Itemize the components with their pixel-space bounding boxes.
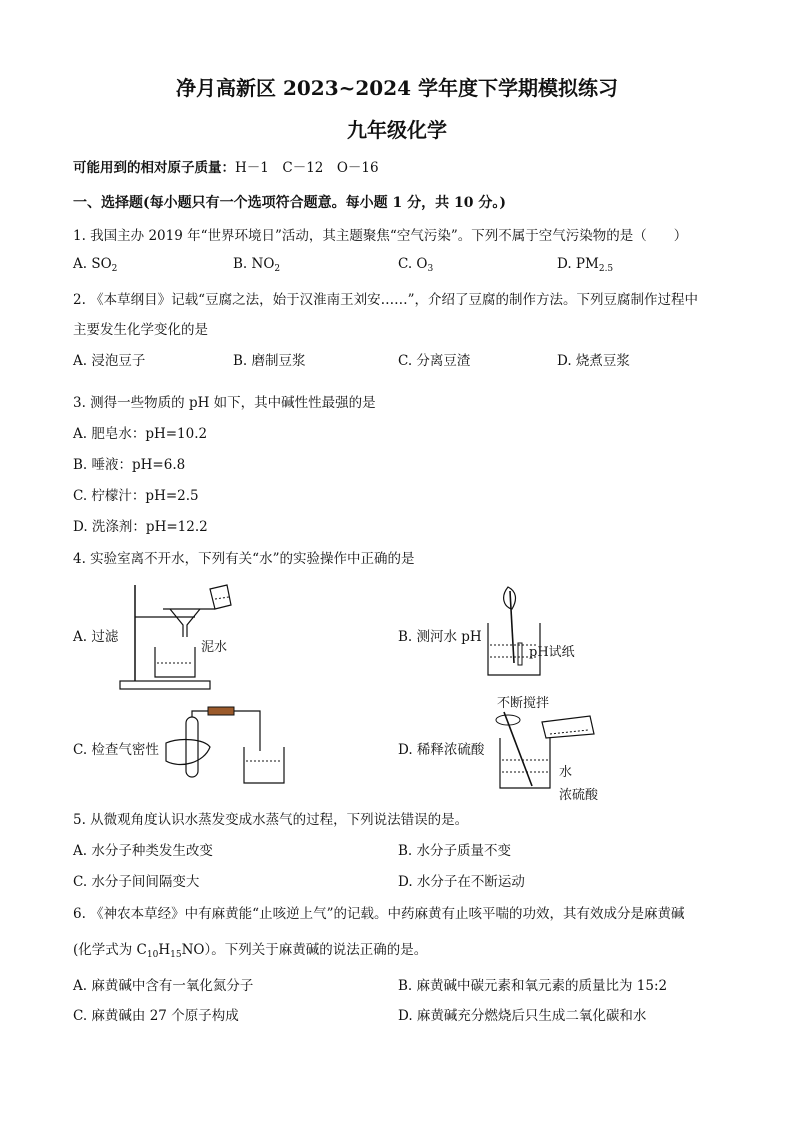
exam-subtitle: 九年级化学 (347, 118, 447, 142)
q1-option-a: A. $SO_2$ (73, 256, 118, 274)
q3-option-a: A. 肥皂水：pH=10.2 (73, 426, 208, 442)
q6-stem-line2: (化学式为 $C_{10}H_{15}NO$）。下列关于麻黄碱的说法正确的是。 (73, 942, 428, 960)
water-label: 水 (559, 765, 573, 780)
q1-stem: 1. 我国主办 2019 年“世界环境日”活动，其主题聚焦“空气污染”。下列不属于空气污染物的是（ ） (73, 228, 688, 244)
q3-option-c: C. 柠檬汁：pH=2.5 (73, 488, 199, 504)
q2-option-d: D. 烧煮豆浆 (557, 353, 630, 369)
q6-option-b: B. 麻黄碱中碳元素和氧元素的质量比为 15:2 (398, 978, 668, 994)
q5-option-b: B. 水分子质量不变 (398, 843, 512, 859)
section-heading: 一、选择题(每小题只有一个选项符合题意。每小题 1 分，共 10 分。) (73, 195, 506, 211)
q5-stem: 5. 从微观角度认识水蒸发变成水蒸气的过程，下列说法错误的是。 (73, 812, 469, 828)
ph-paper-label: pH试纸 (529, 645, 575, 660)
q6-option-a: A. 麻黄碱中含有一氧化氮分子 (73, 978, 254, 994)
atomic-mass-label: 可能用到的相对原子质量： (73, 160, 235, 176)
q4-stem: 4. 实验室离不开水，下列有关“水”的实验操作中正确的是 (73, 551, 415, 567)
q1-option-c: C. $O_3$ (398, 256, 434, 274)
q5-option-d: D. 水分子在不断运动 (398, 874, 525, 890)
atomic-mass-line (73, 156, 379, 176)
dilute-sulfuric-acid-figure (490, 698, 610, 793)
q2-option-c: C. 分离豆渣 (398, 353, 471, 369)
q1-option-d: D. $PM_{2.5}$ (557, 256, 614, 274)
q5-option-c: C. 水分子间间隔变大 (73, 874, 200, 890)
q3-option-d: D. 洗涤剂：pH=12.2 (73, 519, 208, 535)
q3-option-b: B. 唾液：pH=6.8 (73, 457, 186, 473)
q2-option-b: B. 磨制豆浆 (233, 353, 306, 369)
exam-title: 净月高新区 2023~2024 学年度下学期模拟练习 (175, 76, 618, 100)
atomic-mass-values: H－1 C－12 O－16 (235, 160, 379, 176)
q6-option-d: D. 麻黄碱充分燃烧后只生成二氧化碳和水 (398, 1008, 647, 1024)
filtration-label: 泥水 (201, 640, 228, 655)
q4-option-d: D. 稀释浓硫酸 (398, 742, 485, 758)
q6-stem-line1: 6. 《神农本草经》中有麻黄能“止咳逆上气”的记载。中药麻黄有止咳平喘的功效，其有效成分是麻黄碱 (73, 906, 685, 922)
q5-option-a: A. 水分子种类发生改变 (73, 843, 213, 859)
stir-label: 不断搅拌 (497, 696, 550, 711)
q2-stem-line1: 2. 《本草纲目》记载“豆腐之法，始于汉淮南王刘安……”，介绍了豆腐的制作方法。下列豆腐制作过程中 (73, 292, 698, 308)
q1-option-b: B. $NO_2$ (233, 256, 281, 274)
airtightness-figure (160, 703, 290, 788)
acid-label: 浓硫酸 (559, 788, 599, 803)
q6-option-c: C. 麻黄碱由 27 个原子构成 (73, 1008, 239, 1024)
q3-stem: 3. 测得一些物质的 pH 如下，其中碱性性最强的是 (73, 395, 376, 411)
q2-stem-line2: 主要发生化学变化的是 (73, 322, 208, 338)
ph-test-figure (478, 583, 558, 683)
q4-option-b: B. 测河水 pH (398, 629, 482, 645)
q2-option-a: A. 浸泡豆子 (73, 353, 146, 369)
q4-option-a: A. 过滤 (73, 629, 119, 645)
q4-option-c: C. 检查气密性 (73, 742, 159, 758)
